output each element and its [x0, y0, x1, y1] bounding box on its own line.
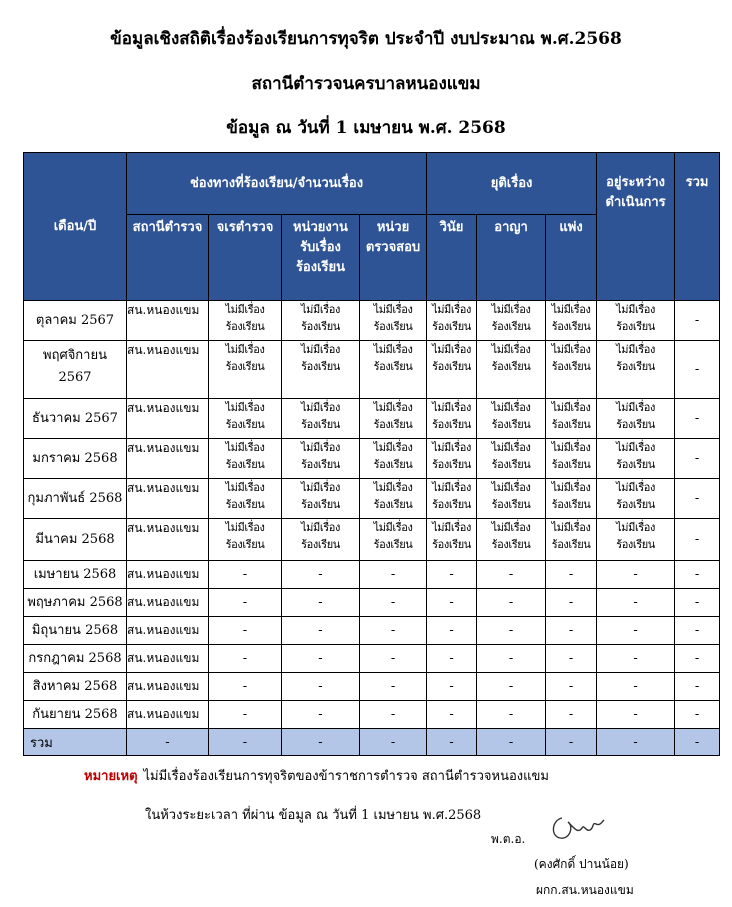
- header-police-inspector: จเรตำรวจ: [209, 215, 282, 301]
- dash-cell: -: [546, 561, 597, 589]
- no-case-text: ไม่มีเรื่อง: [225, 401, 265, 414]
- header-in-progress-line1: อยู่ระหว่าง: [606, 175, 666, 190]
- station-cell: สน.หนองแขม: [127, 589, 209, 617]
- no-case-text: ร้องเรียน: [373, 320, 413, 333]
- sum-cell: -: [546, 729, 597, 756]
- dash-cell: -: [597, 701, 675, 729]
- total-cell: -: [675, 589, 720, 617]
- dash-cell: -: [546, 589, 597, 617]
- no-case-cell: [477, 519, 546, 561]
- no-case-cell: [427, 479, 477, 519]
- station-cell: สน.หนองแขม: [127, 439, 209, 479]
- no-case-text: ไม่มีเรื่อง: [301, 441, 340, 454]
- no-case-text: ไม่มีเรื่อง: [491, 401, 531, 414]
- station-cell: สน.หนองแขม: [127, 519, 209, 561]
- no-case-cell: [282, 399, 360, 439]
- header-inspection-unit-line2: ตรวจสอบ: [365, 240, 421, 255]
- no-case-cell: [209, 301, 282, 341]
- no-case-text: ร้องเรียน: [432, 498, 471, 511]
- dash-cell: -: [209, 617, 282, 645]
- no-case-text: ร้องเรียน: [616, 418, 655, 431]
- month-cell: มกราคม 2568: [24, 439, 127, 479]
- no-case-text: ไม่มีเรื่อง: [432, 481, 471, 494]
- no-case-cell: [282, 439, 360, 479]
- no-case-text: ไม่มีเรื่อง: [225, 441, 265, 454]
- no-case-cell: [282, 519, 360, 561]
- no-case-cell: [597, 519, 675, 561]
- month-cell: ธันวาคม 2567: [24, 399, 127, 439]
- station-cell: สน.หนองแขม: [127, 617, 209, 645]
- no-case-cell: [477, 301, 546, 341]
- no-case-text: ร้องเรียน: [491, 458, 531, 471]
- no-case-text: ร้องเรียน: [616, 458, 655, 471]
- table-row: [24, 617, 720, 645]
- header-in-progress-line2: ดำเนินการ: [605, 195, 666, 210]
- no-case-cell: [360, 341, 427, 399]
- table-row: [24, 589, 720, 617]
- no-case-text: ร้องเรียน: [225, 538, 265, 551]
- no-case-text: ร้องเรียน: [432, 458, 471, 471]
- dash-cell: -: [282, 701, 360, 729]
- month-cell: [24, 341, 127, 399]
- no-case-text: ร้องเรียน: [373, 360, 413, 373]
- station-title: สถานีตำรวจนครบาลหนองแขม: [251, 74, 481, 94]
- sum-label: รวม: [24, 729, 127, 756]
- signatory-name: (คงศักดิ์ ปานน้อย): [534, 857, 629, 871]
- no-case-cell: [360, 301, 427, 341]
- no-case-cell: [427, 519, 477, 561]
- no-case-text: ไม่มีเรื่อง: [616, 481, 655, 494]
- total-cell: -: [675, 561, 720, 589]
- header-inspection-unit: [360, 215, 427, 301]
- no-case-cell: [360, 439, 427, 479]
- no-case-text: ไม่มีเรื่อง: [616, 303, 655, 316]
- table-row: [24, 301, 720, 341]
- no-case-text: ร้องเรียน: [432, 360, 471, 373]
- no-case-cell: [427, 399, 477, 439]
- no-case-cell: [360, 479, 427, 519]
- no-case-text: ไม่มีเรื่อง: [551, 401, 591, 414]
- no-case-cell: [546, 479, 597, 519]
- no-case-text: ร้องเรียน: [225, 498, 265, 511]
- no-case-text: ร้องเรียน: [301, 538, 340, 551]
- no-case-cell: [477, 479, 546, 519]
- month-cell: มีนาคม 2568: [24, 519, 127, 561]
- header-receiving-agency-line1: หน่วยงาน: [293, 220, 348, 235]
- header-criminal: อาญา: [477, 215, 546, 301]
- no-case-text: ร้องเรียน: [301, 320, 340, 333]
- dash-cell: -: [477, 701, 546, 729]
- total-cell: -: [675, 439, 720, 479]
- no-case-text: ไม่มีเรื่อง: [432, 441, 471, 454]
- sum-cell: -: [127, 729, 209, 756]
- no-case-text: ไม่มีเรื่อง: [551, 441, 591, 454]
- no-case-text: ร้องเรียน: [616, 360, 655, 373]
- dash-cell: -: [546, 645, 597, 673]
- remark: [84, 765, 549, 786]
- table-row: [24, 645, 720, 673]
- no-case-cell: [477, 439, 546, 479]
- no-case-text: ไม่มีเรื่อง: [616, 343, 655, 356]
- no-case-cell: [477, 341, 546, 399]
- remark-text: ไม่มีเรื่องร้องเรียนการทุจริตของข้าราชการตำรวจ สถานีตำรวจหนองแขม: [143, 769, 549, 784]
- month-cell: กุมภาพันธ์ 2568: [24, 479, 127, 519]
- no-case-cell: [360, 519, 427, 561]
- no-case-text: ไม่มีเรื่อง: [491, 343, 531, 356]
- no-case-text: ร้องเรียน: [432, 418, 471, 431]
- header-receiving-agency: [282, 215, 360, 301]
- dash-cell: -: [209, 645, 282, 673]
- table-row: [24, 701, 720, 729]
- dash-cell: -: [477, 673, 546, 701]
- remark-label: หมายเหตุ: [84, 769, 138, 784]
- sum-cell: -: [282, 729, 360, 756]
- no-case-text: ร้องเรียน: [373, 458, 413, 471]
- dash-cell: -: [360, 617, 427, 645]
- total-cell: -: [675, 399, 720, 439]
- header-resolved-group: ยุติเรื่อง: [427, 153, 597, 215]
- header-in-progress: [597, 153, 675, 301]
- table-row: [24, 399, 720, 439]
- no-case-text: ไม่มีเรื่อง: [491, 481, 531, 494]
- no-case-text: ร้องเรียน: [373, 418, 413, 431]
- no-case-cell: [209, 399, 282, 439]
- no-case-text: ไม่มีเรื่อง: [373, 401, 413, 414]
- no-case-text: ร้องเรียน: [551, 418, 591, 431]
- dash-cell: -: [209, 589, 282, 617]
- dash-cell: -: [209, 673, 282, 701]
- no-case-text: ไม่มีเรื่อง: [551, 521, 591, 534]
- no-case-text: ไม่มีเรื่อง: [301, 401, 340, 414]
- header-total: รวม: [675, 153, 720, 301]
- no-case-text: ไม่มีเรื่อง: [491, 303, 531, 316]
- total-cell: -: [675, 617, 720, 645]
- no-case-text: ไม่มีเรื่อง: [432, 401, 471, 414]
- no-case-text: ไม่มีเรื่อง: [432, 303, 471, 316]
- no-case-cell: [546, 399, 597, 439]
- total-cell: -: [675, 701, 720, 729]
- complaint-statistics-table: [23, 152, 720, 756]
- dash-cell: -: [282, 589, 360, 617]
- no-case-text: ร้องเรียน: [551, 538, 591, 551]
- no-case-text: ไม่มีเรื่อง: [373, 441, 413, 454]
- sum-cell: -: [675, 729, 720, 756]
- total-cell: -: [675, 519, 720, 561]
- dash-cell: -: [477, 561, 546, 589]
- no-case-cell: [597, 301, 675, 341]
- no-case-cell: [282, 479, 360, 519]
- no-case-cell: [477, 399, 546, 439]
- no-case-cell: [597, 341, 675, 399]
- no-case-text: ไม่มีเรื่อง: [551, 303, 591, 316]
- dash-cell: -: [597, 561, 675, 589]
- station-cell: สน.หนองแขม: [127, 701, 209, 729]
- dash-cell: -: [427, 589, 477, 617]
- dash-cell: -: [477, 589, 546, 617]
- dash-cell: -: [209, 701, 282, 729]
- table-row: [24, 479, 720, 519]
- no-case-text: ไม่มีเรื่อง: [225, 343, 265, 356]
- no-case-text: ไม่มีเรื่อง: [373, 481, 413, 494]
- no-case-text: ร้องเรียน: [373, 498, 413, 511]
- no-case-text: ไม่มีเรื่อง: [225, 481, 265, 494]
- no-case-text: ไม่มีเรื่อง: [301, 303, 340, 316]
- no-case-text: ร้องเรียน: [616, 320, 655, 333]
- dash-cell: -: [427, 701, 477, 729]
- no-case-text: ไม่มีเรื่อง: [432, 521, 471, 534]
- no-case-text: ไม่มีเรื่อง: [616, 401, 655, 414]
- data-date-title: ข้อมูล ณ วันที่ 1 เมษายน พ.ศ. 2568: [226, 118, 506, 138]
- header-month: เดือน/ปี: [24, 153, 127, 301]
- no-case-cell: [282, 301, 360, 341]
- no-case-text: ไม่มีเรื่อง: [301, 521, 340, 534]
- month-line: 2567: [58, 370, 92, 385]
- no-case-cell: [546, 519, 597, 561]
- station-cell: สน.หนองแขม: [127, 673, 209, 701]
- no-case-cell: [597, 399, 675, 439]
- no-case-text: ร้องเรียน: [432, 538, 471, 551]
- dash-cell: -: [360, 701, 427, 729]
- no-case-text: ไม่มีเรื่อง: [432, 343, 471, 356]
- dash-cell: -: [546, 673, 597, 701]
- no-case-text: ไม่มีเรื่อง: [373, 521, 413, 534]
- report-title: ข้อมูลเชิงสถิติเรื่องร้องเรียนการทุจริต ประจำปี งบประมาณ พ.ศ.2568: [110, 29, 622, 49]
- no-case-text: ร้องเรียน: [616, 538, 655, 551]
- no-case-text: ร้องเรียน: [551, 498, 591, 511]
- sum-cell: -: [597, 729, 675, 756]
- no-case-cell: [209, 479, 282, 519]
- dash-cell: -: [597, 589, 675, 617]
- table-row: [24, 561, 720, 589]
- dash-cell: -: [360, 645, 427, 673]
- no-case-text: ไม่มีเรื่อง: [373, 343, 413, 356]
- total-cell: -: [675, 673, 720, 701]
- station-cell: สน.หนองแขม: [127, 479, 209, 519]
- no-case-text: ไม่มีเรื่อง: [616, 521, 655, 534]
- no-case-text: ไม่มีเรื่อง: [491, 521, 531, 534]
- dash-cell: -: [282, 617, 360, 645]
- no-case-text: ร้องเรียน: [373, 538, 413, 551]
- no-case-text: ไม่มีเรื่อง: [301, 481, 340, 494]
- no-case-cell: [360, 399, 427, 439]
- sum-cell: -: [427, 729, 477, 756]
- month-cell: พฤษภาคม 2568: [24, 589, 127, 617]
- no-case-text: ร้องเรียน: [491, 538, 531, 551]
- no-case-cell: [209, 439, 282, 479]
- dash-cell: -: [360, 589, 427, 617]
- no-case-text: ร้องเรียน: [225, 360, 265, 373]
- no-case-text: ไม่มีเรื่อง: [225, 521, 265, 534]
- no-case-text: ร้องเรียน: [491, 418, 531, 431]
- no-case-text: ร้องเรียน: [491, 360, 531, 373]
- no-case-text: ไม่มีเรื่อง: [551, 343, 591, 356]
- month-cell: มิถุนายน 2568: [24, 617, 127, 645]
- no-case-text: ร้องเรียน: [225, 320, 265, 333]
- total-cell: -: [675, 479, 720, 519]
- no-case-text: ร้องเรียน: [616, 498, 655, 511]
- total-cell: -: [675, 301, 720, 341]
- no-case-cell: [209, 341, 282, 399]
- no-case-cell: [597, 479, 675, 519]
- month-cell: กันยายน 2568: [24, 701, 127, 729]
- no-case-cell: [427, 439, 477, 479]
- total-cell: -: [675, 341, 720, 399]
- dash-cell: -: [427, 673, 477, 701]
- dash-cell: -: [546, 701, 597, 729]
- dash-cell: -: [477, 645, 546, 673]
- no-case-text: ร้องเรียน: [491, 320, 531, 333]
- no-case-text: ร้องเรียน: [301, 458, 340, 471]
- station-cell: สน.หนองแขม: [127, 301, 209, 341]
- dash-cell: -: [427, 561, 477, 589]
- sum-cell: -: [209, 729, 282, 756]
- sum-row: [24, 729, 720, 756]
- dash-cell: -: [360, 561, 427, 589]
- no-case-cell: [546, 341, 597, 399]
- period-statement: ในห้วงระยะเวลา ที่ผ่าน ข้อมูล ณ วันที่ 1 เมษายน พ.ศ.2568: [145, 808, 482, 823]
- no-case-text: ร้องเรียน: [301, 360, 340, 373]
- station-cell: สน.หนองแขม: [127, 399, 209, 439]
- dash-cell: -: [477, 617, 546, 645]
- no-case-text: ร้องเรียน: [432, 320, 471, 333]
- header-receiving-agency-line2: รับเรื่อง: [300, 240, 341, 255]
- table-row: [24, 439, 720, 479]
- no-case-text: ร้องเรียน: [301, 418, 340, 431]
- header-receiving-agency-line3: ร้องเรียน: [295, 260, 346, 275]
- sum-cell: -: [360, 729, 427, 756]
- no-case-text: ร้องเรียน: [551, 320, 591, 333]
- header-discipline: วินัย: [427, 215, 477, 301]
- handwritten-signature: [548, 812, 608, 850]
- no-case-text: ร้องเรียน: [225, 458, 265, 471]
- no-case-cell: [282, 341, 360, 399]
- dash-cell: -: [546, 617, 597, 645]
- station-cell: สน.หนองแขม: [127, 341, 209, 399]
- month-line: พฤศจิกายน: [43, 348, 107, 363]
- no-case-text: ไม่มีเรื่อง: [491, 441, 531, 454]
- no-case-text: ร้องเรียน: [301, 498, 340, 511]
- no-case-cell: [427, 341, 477, 399]
- no-case-cell: [427, 301, 477, 341]
- dash-cell: -: [209, 561, 282, 589]
- no-case-text: ร้องเรียน: [225, 418, 265, 431]
- dash-cell: -: [597, 673, 675, 701]
- table-row: [24, 341, 720, 399]
- dash-cell: -: [427, 617, 477, 645]
- header-channels-group: ช่องทางที่ร้องเรียน/จำนวนเรื่อง: [127, 153, 427, 215]
- no-case-cell: [546, 301, 597, 341]
- signatory-position: ผกก.สน.หนองแขม: [536, 883, 634, 897]
- dash-cell: -: [427, 645, 477, 673]
- no-case-text: ไม่มีเรื่อง: [551, 481, 591, 494]
- sum-cell: -: [477, 729, 546, 756]
- total-cell: -: [675, 645, 720, 673]
- no-case-text: ร้องเรียน: [551, 360, 591, 373]
- dash-cell: -: [360, 673, 427, 701]
- no-case-text: ไม่มีเรื่อง: [373, 303, 413, 316]
- month-cell: เมษายน 2568: [24, 561, 127, 589]
- no-case-cell: [209, 519, 282, 561]
- signature-rank: พ.ต.อ.: [491, 832, 526, 846]
- header-station: สถานีตำรวจ: [127, 215, 209, 301]
- table-row: [24, 673, 720, 701]
- no-case-text: ไม่มีเรื่อง: [301, 343, 340, 356]
- table-row: [24, 519, 720, 561]
- dash-cell: -: [597, 617, 675, 645]
- month-cell: สิงหาคม 2568: [24, 673, 127, 701]
- no-case-text: ไม่มีเรื่อง: [616, 441, 655, 454]
- dash-cell: -: [282, 673, 360, 701]
- no-case-text: ไม่มีเรื่อง: [225, 303, 265, 316]
- no-case-text: ร้องเรียน: [491, 498, 531, 511]
- no-case-text: ร้องเรียน: [551, 458, 591, 471]
- header-civil: แพ่ง: [546, 215, 597, 301]
- dash-cell: -: [282, 645, 360, 673]
- no-case-cell: [546, 439, 597, 479]
- dash-cell: -: [282, 561, 360, 589]
- month-cell: กรกฎาคม 2568: [24, 645, 127, 673]
- dash-cell: -: [597, 645, 675, 673]
- header-inspection-unit-line1: หน่วย: [376, 220, 410, 235]
- station-cell: สน.หนองแขม: [127, 645, 209, 673]
- station-cell: สน.หนองแขม: [127, 561, 209, 589]
- no-case-cell: [597, 439, 675, 479]
- month-cell: ตุลาคม 2567: [24, 301, 127, 341]
